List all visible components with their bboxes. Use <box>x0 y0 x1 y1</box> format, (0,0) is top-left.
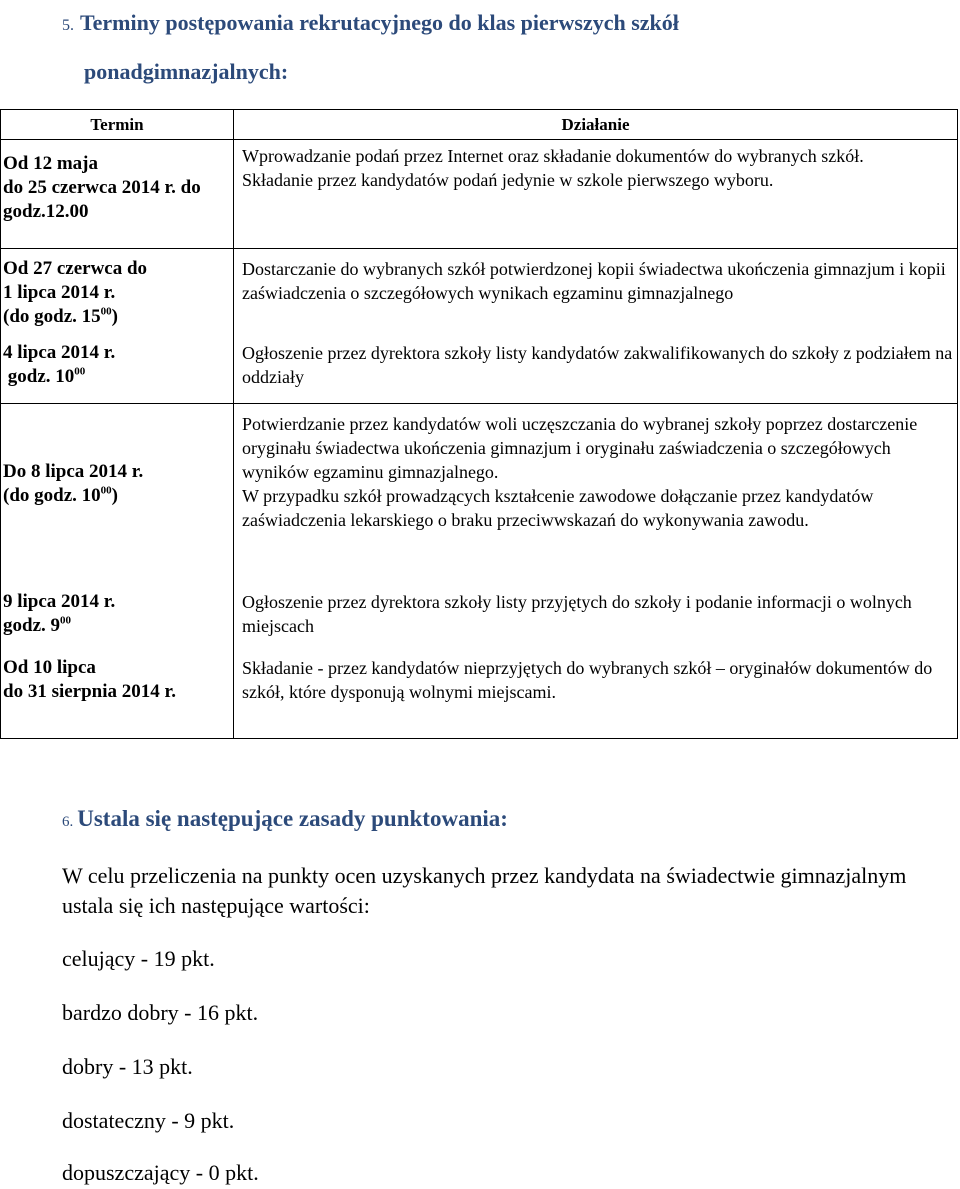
header-term: Termin <box>1 110 234 140</box>
term-line: Do 8 lipca 2014 r. <box>3 461 144 482</box>
table-row <box>1 249 958 338</box>
term-line: godz. $9^{00}$ <box>3 614 71 636</box>
grade-item: bardzo dobry - 16 pkt. <box>62 1000 259 1025</box>
term-cell <box>1 337 234 404</box>
action-cell <box>234 337 958 404</box>
action-text: Ogłoszenie przez dyrektora szkoły listy kandydatów zakwalifikowanych do szkoły z podziałem na oddziały <box>242 343 953 387</box>
action-cell <box>234 140 958 249</box>
action-cell <box>234 249 958 338</box>
section-5-heading <box>62 0 942 95</box>
action-cell <box>234 570 958 642</box>
term-line: 1 lipca 2014 r. <box>3 282 116 303</box>
term-line: godz.12.00 <box>3 201 89 222</box>
table-row <box>1 404 958 571</box>
table-row <box>1 140 958 249</box>
section-5-title-line1: Terminy postępowania rekrutacyjnego do klas pierwszych szkół <box>80 10 679 35</box>
table-row <box>1 570 958 642</box>
grade-item: dobry - 13 pkt. <box>62 1054 193 1079</box>
action-text: Wprowadzanie podań przez Internet oraz składanie dokumentów do wybranych szkół. <box>242 146 864 166</box>
table-row <box>1 337 958 404</box>
action-text: Ogłoszenie przez dyrektora szkoły listy przyjętych do szkoły i podanie informacji o wolnych miejscach <box>242 592 912 636</box>
term-cell <box>1 642 234 739</box>
term-line: 9 lipca 2014 r. <box>3 591 116 612</box>
scoring-paragraph: W celu przeliczenia na punkty ocen uzyskanych przez kandydata na świadectwie gimnazjalnym ustala się ich następujące wartości: <box>62 863 907 918</box>
term-cell <box>1 570 234 642</box>
action-text: Składanie - przez kandydatów nieprzyjętych do wybranych szkół – oryginałów dokumentów do szkół, które dysponują wolnymi miejscami. <box>242 658 933 702</box>
term-line: (do godz. $15^{00}$) <box>3 305 118 327</box>
schedule-table <box>0 109 958 739</box>
section-6-heading <box>62 806 508 832</box>
action-text: Potwierdzanie przez kandydatów woli uczęszczania do wybranej szkoły poprzez dostarczenie oryginału świadectwa ukończenia gimnazjum i oryginału zaświadczenia o szczegółowych wyników egzaminu gimnazjalnego. <box>242 414 918 482</box>
section-5-title-line2: ponadgimnazjalnych: <box>84 59 289 84</box>
term-line: Od 10 lipca <box>3 657 96 678</box>
table-header-row <box>1 110 958 140</box>
action-text: W przypadku szkół prowadzących kształcenie zawodowe dołączanie przez kandydatów zaświadczenia lekarskiego o braku przeciwwskazań do wykonywania zawodu. <box>242 486 874 530</box>
term-line: do 31 sierpnia 2014 r. <box>3 681 176 702</box>
term-cell <box>1 404 234 571</box>
action-cell <box>234 642 958 739</box>
term-line: 4 lipca 2014 r. <box>3 342 116 363</box>
action-text: Składanie przez kandydatów podań jedynie w szkole pierwszego wyboru. <box>242 170 774 190</box>
section-6-number: 6. <box>62 814 74 830</box>
table-row <box>1 642 958 739</box>
grade-item: dostateczny - 9 pkt. <box>62 1108 235 1133</box>
term-line: Od 27 czerwca do <box>3 258 148 279</box>
action-cell <box>234 404 958 571</box>
term-line: Od 12 maja <box>3 153 98 174</box>
term-line: do 25 czerwca 2014 r. do <box>3 177 201 198</box>
term-line: (do godz. $10^{00}$) <box>3 484 118 506</box>
grade-item: celujący - 19 pkt. <box>62 946 215 971</box>
action-text: Dostarczanie do wybranych szkół potwierdzonej kopii świadectwa ukończenia gimnazjum i kopii zaświadczenia o szczegółowych wynikach egzaminu gimnazjalnego <box>242 259 946 303</box>
header-action: Działanie <box>234 110 958 140</box>
term-cell <box>1 249 234 338</box>
term-cell <box>1 140 234 249</box>
grade-item: dopuszczający - 0 pkt. <box>62 1160 259 1185</box>
section-5-number: 5. <box>62 17 74 34</box>
term-line: godz. $10^{00}$ <box>7 365 86 387</box>
section-6-title: Ustala się następujące zasady punktowania: <box>77 806 508 831</box>
